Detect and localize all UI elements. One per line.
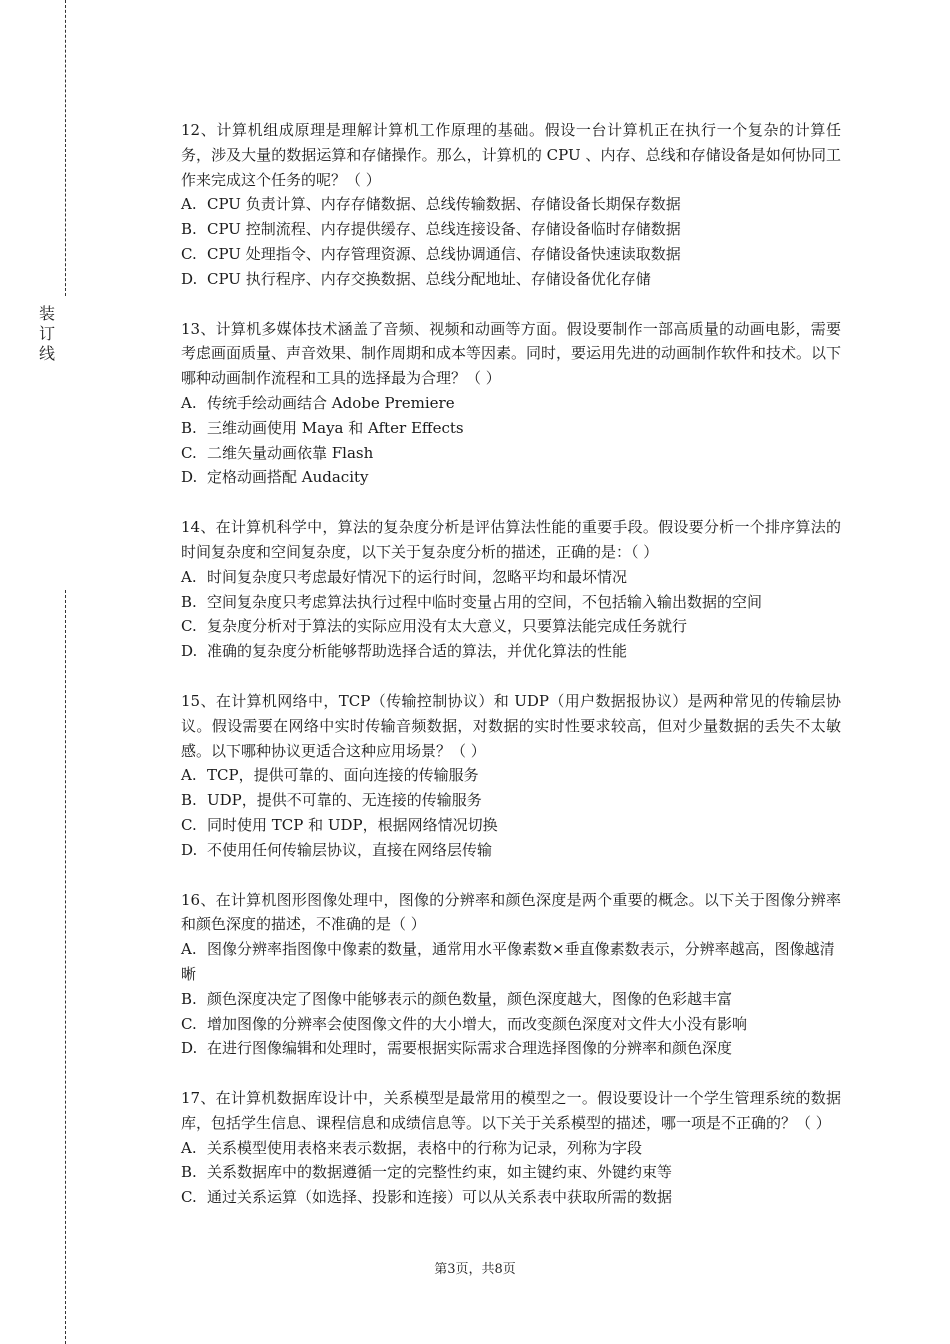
option-letter: A. (181, 766, 197, 785)
option-letter: A. (181, 567, 197, 586)
question-list (181, 118, 841, 1235)
option-c (181, 813, 841, 838)
option-letter: C. (181, 617, 197, 636)
option-text: 增加图像的分辨率会使图像文件的大小增大，而改变颜色深度对文件大小没有影响 (207, 1014, 748, 1033)
option-c (181, 242, 841, 267)
question-14 (181, 515, 841, 664)
option-a (181, 763, 841, 788)
option-a (181, 1136, 841, 1161)
option-text: TCP，提供可靠的、面向连接的传输服务 (207, 766, 479, 785)
option-a (181, 565, 841, 590)
option-letter: A. (181, 1138, 197, 1157)
option-text: 在进行图像编辑和处理时，需要根据实际需求合理选择图像的分辨率和颜色深度 (207, 1039, 733, 1058)
option-letter: B. (181, 989, 197, 1008)
option-letter: B. (181, 1163, 197, 1182)
option-letter: B. (181, 592, 197, 611)
option-c (181, 614, 841, 639)
question-12 (181, 118, 841, 292)
option-letter: A. (181, 940, 197, 959)
option-text: CPU 处理指令、内存管理资源、总线协调通信、存储设备快速读取数据 (207, 244, 681, 263)
option-text: 复杂度分析对于算法的实际应用没有太大意义，只要算法能完成任务就行 (207, 617, 688, 636)
option-letter: D. (181, 269, 198, 288)
binding-char: 装 (38, 304, 55, 323)
option-text: 关系模型使用表格来表示数据，表格中的行称为记录，列称为字段 (207, 1138, 643, 1157)
question-16 (181, 888, 841, 1062)
binding-dashed-line-top (65, 0, 66, 296)
option-b (181, 987, 841, 1012)
binding-char: 线 (38, 344, 55, 363)
option-letter: B. (181, 418, 197, 437)
option-text: CPU 执行程序、内存交换数据、总线分配地址、存储设备优化存储 (207, 269, 651, 288)
option-text: 通过关系运算（如选择、投影和连接）可以从关系表中获取所需的数据 (207, 1188, 673, 1207)
option-text: 时间复杂度只考虑最好情况下的运行时间，忽略平均和最坏情况 (207, 567, 628, 586)
question-stem: 16、在计算机图形图像处理中，图像的分辨率和颜色深度是两个重要的概念。以下关于图像分辨率和颜色深度的描述，不准确的是（ ） (181, 890, 841, 934)
question-13 (181, 317, 841, 491)
option-letter: D. (181, 1039, 198, 1058)
question-stem: 15、在计算机网络中，TCP（传输控制协议）和 UDP（用户数据报协议）是两种常见的传输层协议。假设需要在网络中实时传输音频数据，对数据的实时性要求较高，但对少量数据的丢失不太敏感。以下哪种协议更适合这种应用场景？（ ） (181, 691, 841, 760)
option-d (181, 267, 841, 292)
option-letter: D. (181, 840, 198, 859)
option-letter: C. (181, 1188, 197, 1207)
option-b (181, 416, 841, 441)
option-c (181, 441, 841, 466)
question-stem: 14、在计算机科学中，算法的复杂度分析是评估算法性能的重要手段。假设要分析一个排序算法的时间复杂度和空间复杂度，以下关于复杂度分析的描述，正确的是：（ ） (181, 518, 841, 561)
option-text: 准确的复杂度分析能够帮助选择合适的算法，并优化算法的性能 (207, 642, 628, 661)
option-text: 空间复杂度只考虑算法执行过程中临时变量占用的空间，不包括输入输出数据的空间 (207, 592, 763, 611)
option-d (181, 639, 841, 664)
option-text: 三维动画使用 Maya 和 After Effects (207, 418, 464, 437)
option-text: 关系数据库中的数据遵循一定的完整性约束，如主键约束、外键约束等 (207, 1163, 673, 1182)
option-text: 同时使用 TCP 和 UDP，根据网络情况切换 (207, 815, 498, 834)
question-15 (181, 689, 841, 863)
option-text: CPU 控制流程、内存提供缓存、总线连接设备、存储设备临时存储数据 (207, 220, 681, 239)
option-letter: B. (181, 791, 197, 810)
option-d (181, 838, 841, 863)
option-text: 定格动画搭配 Audacity (207, 468, 369, 487)
option-text: UDP，提供不可靠的、无连接的传输服务 (207, 791, 482, 810)
option-letter: B. (181, 220, 197, 239)
binding-char: 订 (38, 324, 55, 343)
option-letter: C. (181, 244, 197, 263)
option-text: 传统手绘动画结合 Adobe Premiere (207, 393, 455, 412)
question-stem: 17、在计算机数据库设计中，关系模型是最常用的模型之一。假设要设计一个学生管理系统的数据库，包括学生信息、课程信息和成绩信息等。以下关于关系模型的描述，哪一项是不正确的？（ ） (181, 1089, 841, 1132)
question-stem: 13、计算机多媒体技术涵盖了音频、视频和动画等方面。假设要制作一部高质量的动画电影，需要考虑画面质量、声音效果、制作周期和成本等因素。同时，要运用先进的动画制作软件和技术。以下哪种动画制作流程和工具的选择最为合理？（ ） (181, 319, 842, 388)
option-text: 颜色深度决定了图像中能够表示的颜色数量，颜色深度越大，图像的色彩越丰富 (207, 989, 733, 1008)
option-letter: A. (181, 195, 197, 214)
option-b (181, 217, 841, 242)
option-letter: D. (181, 468, 198, 487)
option-letter: C. (181, 443, 197, 462)
option-a (181, 391, 841, 416)
question-17 (181, 1086, 841, 1210)
option-text: 二维矢量动画依靠 Flash (207, 443, 374, 462)
option-letter: D. (181, 642, 198, 661)
option-letter: C. (181, 1014, 197, 1033)
option-a (181, 192, 841, 217)
binding-label (38, 304, 56, 364)
option-b (181, 788, 841, 813)
binding-dashed-line-bottom (65, 590, 66, 1344)
option-letter: C. (181, 815, 197, 834)
option-text: CPU 负责计算、内存存储数据、总线传输数据、存储设备长期保存数据 (207, 195, 681, 214)
page-number: 第3页，共8页 (434, 1262, 516, 1277)
option-d (181, 465, 841, 490)
question-stem: 12、计算机组成原理是理解计算机工作原理的基础。假设一台计算机正在执行一个复杂的计算任务，涉及大量的数据运算和存储操作。那么，计算机的 CPU 、内存、总线和存储设备是如何协同工作来完成这个任务的呢？（ ） (181, 121, 841, 189)
option-c (181, 1185, 841, 1210)
option-a (181, 937, 841, 987)
option-letter: A. (181, 393, 197, 412)
option-c (181, 1012, 841, 1037)
option-b (181, 1160, 841, 1185)
option-text: 不使用任何传输层协议，直接在网络层传输 (207, 840, 493, 859)
option-text: 图像分辨率指图像中像素的数量，通常用水平像素数×垂直像素数表示，分辨率越高，图像越清晰 (181, 940, 835, 983)
option-d (181, 1036, 841, 1061)
option-b (181, 590, 841, 615)
